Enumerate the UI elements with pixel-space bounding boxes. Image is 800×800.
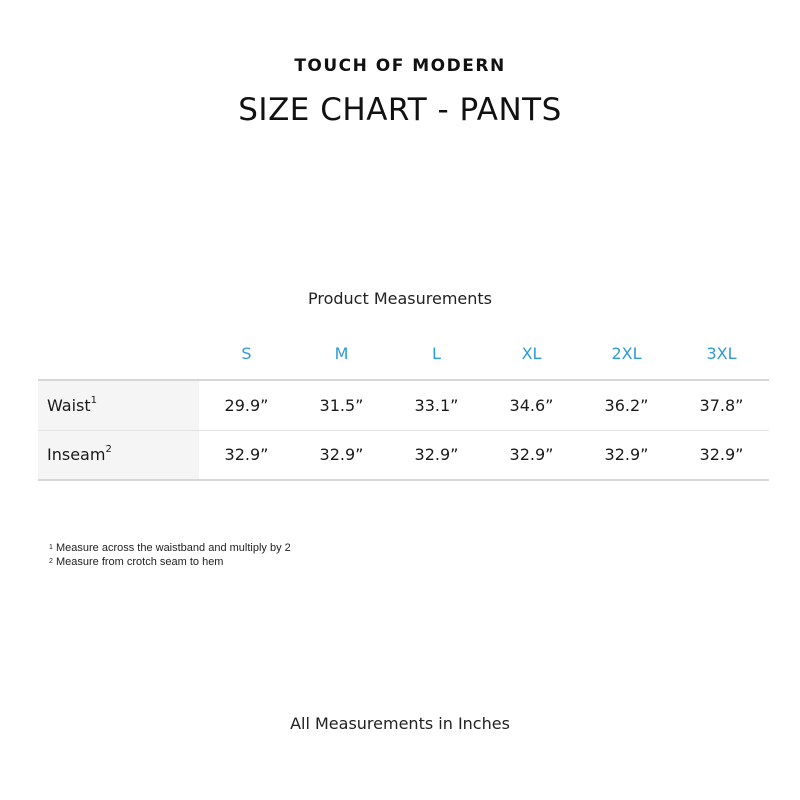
size-header-row bbox=[38, 328, 769, 380]
table-cell: 32.9” bbox=[224, 445, 269, 465]
footnote-1 bbox=[49, 541, 291, 555]
table-caption: Product Measurements bbox=[307, 289, 492, 308]
size-header-s: S bbox=[241, 344, 252, 363]
units-note: All Measurements in Inches bbox=[290, 714, 510, 733]
table-cell: 37.8” bbox=[699, 395, 744, 415]
table-cell: 34.6” bbox=[509, 395, 554, 415]
table-cell: 33.1” bbox=[414, 395, 459, 415]
page-title: SIZE CHART - PANTS bbox=[238, 92, 562, 128]
brand-logo-text: TOUCH OF MODERN bbox=[294, 56, 506, 76]
footnote-marker: 1 bbox=[49, 544, 53, 551]
size-header-3xl: 3XL bbox=[706, 344, 737, 363]
size-chart-table bbox=[38, 328, 769, 481]
table-cell: 32.9” bbox=[509, 445, 554, 465]
footnote-marker: 2 bbox=[105, 444, 112, 456]
size-header-l: L bbox=[432, 344, 441, 363]
row-label-waist bbox=[38, 380, 199, 430]
table-row-waist bbox=[38, 380, 769, 430]
footnote-text: Measure across the waistband and multiply by 2 bbox=[55, 542, 291, 554]
table-cell: 29.9” bbox=[224, 395, 269, 415]
footnotes bbox=[49, 541, 291, 569]
table-row-inseam bbox=[38, 430, 769, 480]
footnote-text: Measure from crotch seam to hem bbox=[55, 556, 224, 568]
size-header-m: M bbox=[334, 344, 349, 363]
row-label-inseam bbox=[38, 430, 199, 480]
table-cell: 31.5” bbox=[319, 395, 364, 415]
row-label-text: Waist bbox=[47, 395, 91, 415]
table-cell: 32.9” bbox=[604, 445, 649, 465]
size-header-xl: XL bbox=[521, 344, 542, 363]
row-label-text: Inseam bbox=[47, 445, 106, 465]
table-cell: 32.9” bbox=[699, 445, 744, 465]
table-cell: 32.9” bbox=[414, 445, 459, 465]
header-empty-cell bbox=[38, 328, 199, 380]
size-header-2xl: 2XL bbox=[611, 344, 642, 363]
footnote-2 bbox=[49, 555, 291, 569]
table-cell: 36.2” bbox=[604, 395, 649, 415]
footnote-marker: 1 bbox=[90, 394, 98, 406]
table-cell: 32.9” bbox=[319, 445, 364, 465]
footnote-marker: 2 bbox=[49, 558, 53, 565]
